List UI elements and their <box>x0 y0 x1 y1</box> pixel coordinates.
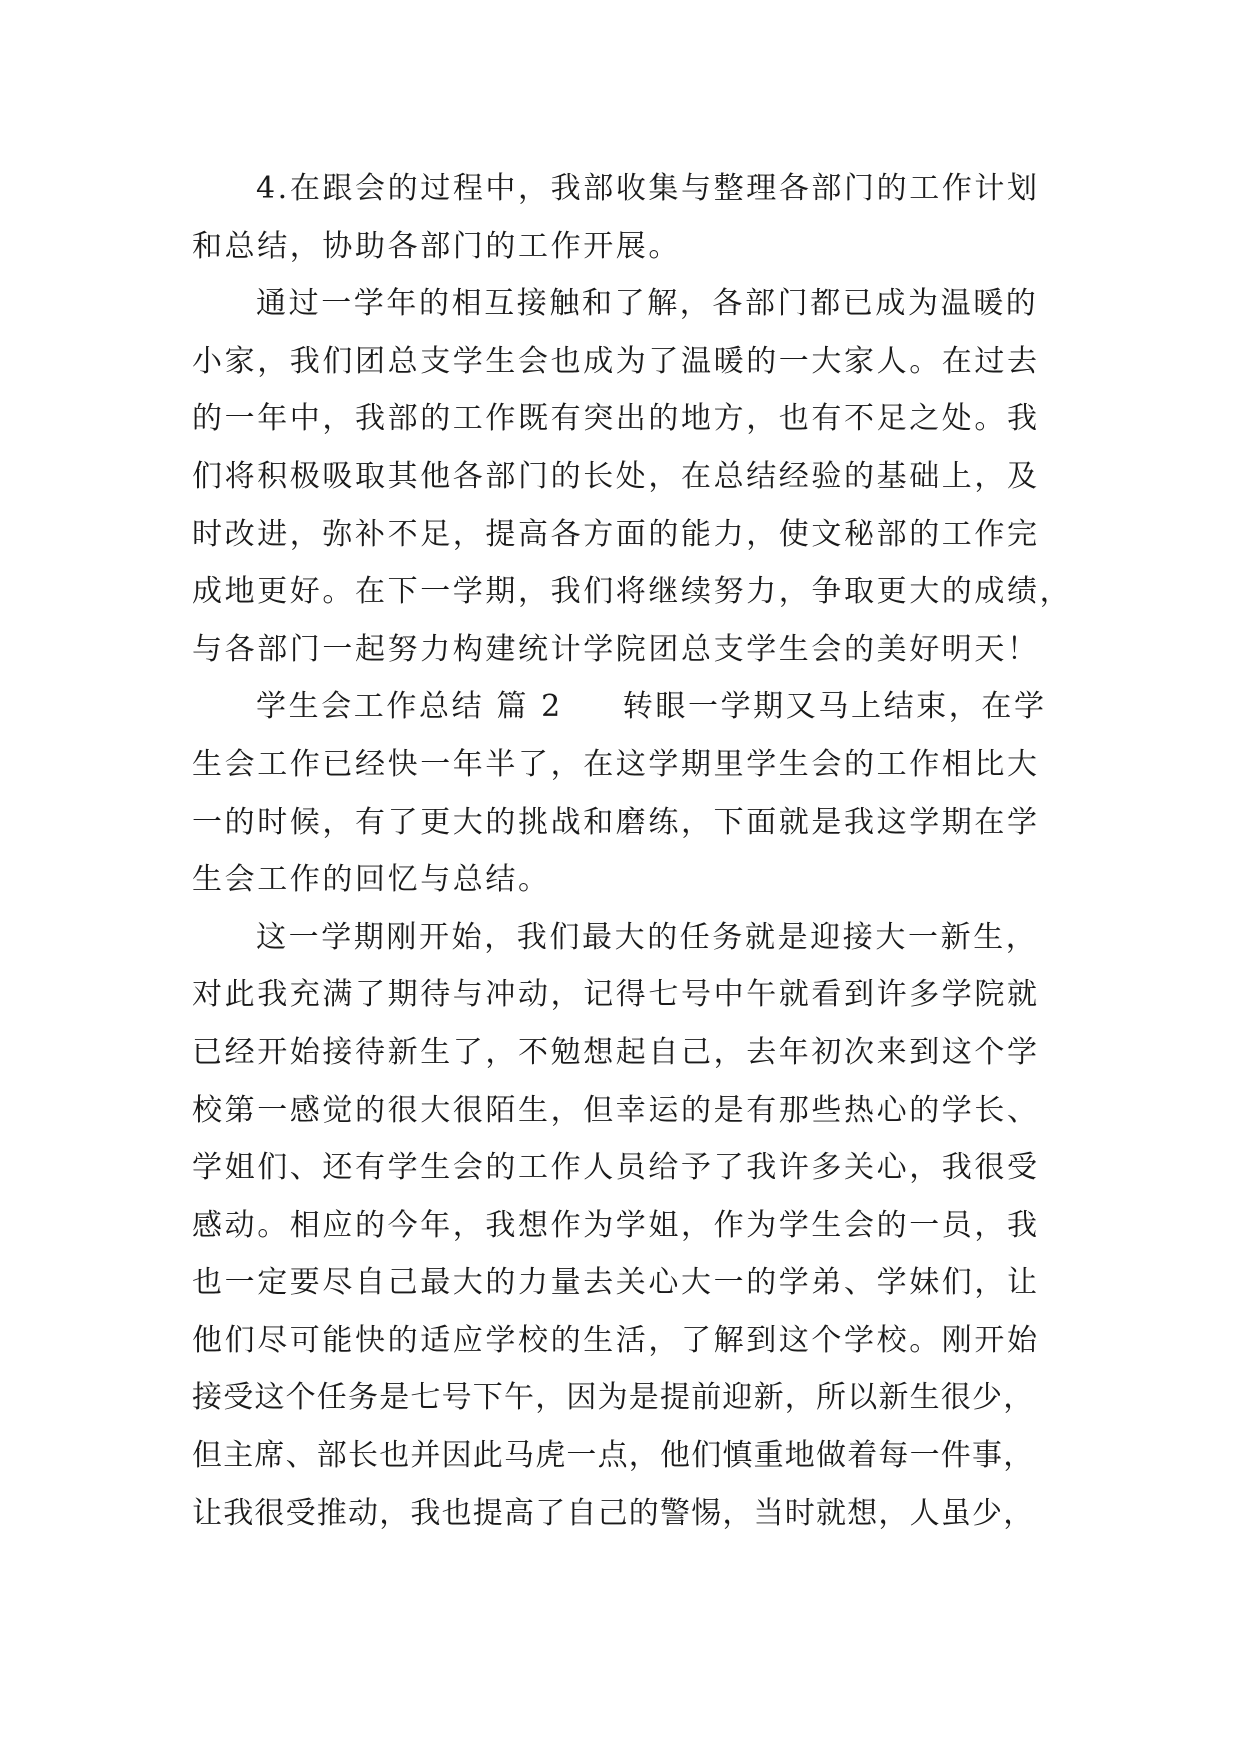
section-heading: 学生会工作总结 篇 2 <box>256 689 563 725</box>
text-line: 也一定要尽自己最大的力量去关心大一的学弟、学妹们，让 <box>192 1265 1040 1301</box>
text-line: 的一年中，我部的工作既有突出的地方，也有不足之处。我 <box>192 401 1040 437</box>
text-line: 已经开始接待新生了，不勉想起自己，去年初次来到这个学 <box>192 1034 1040 1070</box>
text-line: 和总结，协助各部门的工作开展。 <box>192 228 681 264</box>
section-heading-line <box>192 678 1052 736</box>
text-line: 让我很受推动，我也提高了自己的警惕，当时就想，人虽少， <box>192 1495 1035 1531</box>
document-body <box>192 160 1073 1542</box>
text-line: 与各部门一起努力构建统计学院团总支学生会的美好明天！ <box>192 631 1040 667</box>
text-line: 感动。相应的今年，我想作为学姐，作为学生会的一员，我 <box>192 1207 1040 1243</box>
text-line: 时改进，弥补不足，提高各方面的能力，使文秘部的工作完 <box>192 516 1040 552</box>
text-line: 校第一感觉的很大很陌生，但幸运的是有那些热心的学长、 <box>192 1092 1040 1128</box>
text-line: 小家，我们团总支学生会也成为了温暖的一大家人。在过去 <box>192 343 1040 379</box>
text-line: 接受这个任务是七号下午，因为是提前迎新，所以新生很少， <box>192 1380 1035 1416</box>
text-line: 生会工作的回忆与总结。 <box>192 862 551 898</box>
text-line: 但主席、部长也并因此马虎一点，他们慎重地做着每一件事， <box>192 1438 1035 1474</box>
text-line: 这一学期刚开始，我们最大的任务就是迎接大一新生， <box>256 919 1039 955</box>
text-line: 通过一学年的相互接触和了解，各部门都已成为温暖的 <box>256 286 1039 322</box>
text-line: 他们尽可能快的适应学校的生活，了解到这个学校。刚开始 <box>192 1322 1040 1358</box>
text-line: 生会工作已经快一年半了，在这学期里学生会的工作相比大 <box>192 746 1040 782</box>
text-line: 学姐们、还有学生会的工作人员给予了我许多关心，我很受 <box>192 1150 1040 1186</box>
text-line: 们将积极吸取其他各部门的长处，在总结经验的基础上，及 <box>192 458 1040 494</box>
text-line: 成地更好。在下一学期，我们将继续努力，争取更大的成绩， <box>192 574 1073 610</box>
text-line: 对此我充满了期待与冲动，记得七号中午就看到许多学院就 <box>192 977 1040 1013</box>
section-heading-continuation: 转眼一学期又马上结束，在学 <box>622 689 1047 725</box>
text-line: 4.在跟会的过程中，我部收集与整理各部门的工作计划 <box>256 171 1040 206</box>
text-line: 一的时候，有了更大的挑战和磨练，下面就是我这学期在学 <box>192 804 1040 840</box>
